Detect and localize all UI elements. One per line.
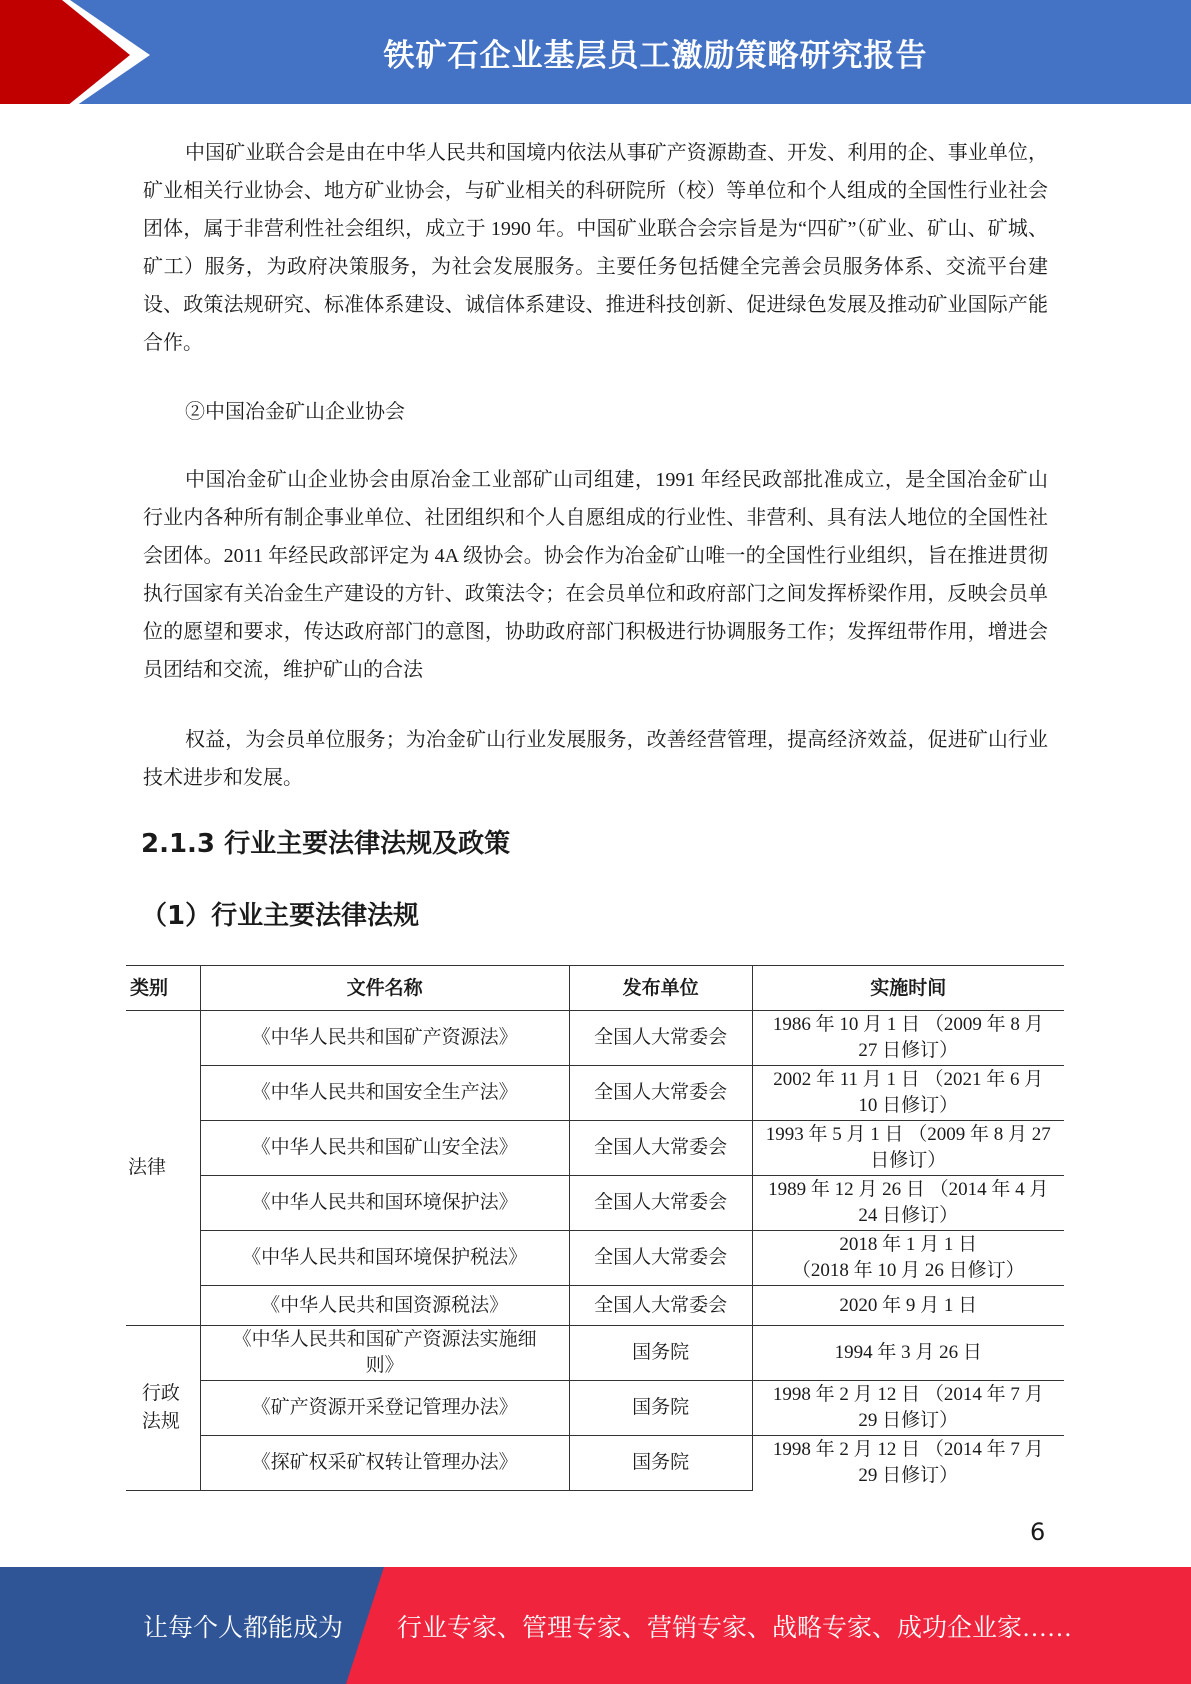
document-name: 《中华人民共和国资源税法》 xyxy=(200,1286,569,1326)
report-title: 铁矿石企业基层员工激励策略研究报告 xyxy=(383,37,928,74)
laws-table xyxy=(126,965,1064,1491)
issuer: 全国人大常委会 xyxy=(569,1011,752,1066)
document-name: 《矿产资源开采登记管理办法》 xyxy=(200,1381,569,1436)
table-row xyxy=(126,1231,1064,1286)
category-admin-regulation: 行政 法规 xyxy=(126,1326,200,1491)
paragraph-cmma-continued: 权益，为会员单位服务；为冶金矿山行业发展服务，改善经营管理，提高经济效益，促进矿山行业技术进步和发展。 xyxy=(143,729,1048,789)
issuer: 全国人大常委会 xyxy=(569,1066,752,1121)
document-name: 《中华人民共和国矿产资源法》 xyxy=(200,1011,569,1066)
issuer: 全国人大常委会 xyxy=(569,1176,752,1231)
effective-date: 2002 年 11 月 1 日 （2021 年 6 月 10 日修订） xyxy=(752,1066,1064,1121)
issuer: 全国人大常委会 xyxy=(569,1121,752,1176)
footer-slogan-left: 让每个人都能成为 xyxy=(143,1614,344,1642)
issuer: 国务院 xyxy=(569,1381,752,1436)
document-name: 《中华人民共和国矿山安全法》 xyxy=(200,1121,569,1176)
subsection-heading: （1）行业主要法律法规 xyxy=(141,901,420,931)
issuer: 国务院 xyxy=(569,1436,752,1491)
table-row xyxy=(126,1286,1064,1326)
table-row xyxy=(126,1176,1064,1231)
document-name: 《探矿权采矿权转让管理办法》 xyxy=(200,1436,569,1491)
document-name: 《中华人民共和国矿产资源法实施细 则》 xyxy=(200,1326,569,1381)
category-law: 法律 xyxy=(126,1011,200,1326)
table-row xyxy=(126,1121,1064,1176)
table-header-row xyxy=(126,966,1064,1011)
table-row xyxy=(126,1436,1064,1491)
table-row xyxy=(126,1326,1064,1381)
header-issuer: 发布单位 xyxy=(569,966,752,1011)
effective-date: 1998 年 2 月 12 日 （2014 年 7 月 29 日修订） xyxy=(752,1381,1064,1436)
document-name: 《中华人民共和国安全生产法》 xyxy=(200,1066,569,1121)
page-number: 6 xyxy=(1030,1518,1046,1546)
effective-date: 1993 年 5 月 1 日 （2009 年 8 月 27 日修订） xyxy=(752,1121,1064,1176)
table-row xyxy=(126,1011,1064,1066)
effective-date: 2020 年 9 月 1 日 xyxy=(752,1286,1064,1326)
effective-date: 1994 年 3 月 26 日 xyxy=(752,1326,1064,1381)
document-name: 《中华人民共和国环境保护税法》 xyxy=(200,1231,569,1286)
header-document-name: 文件名称 xyxy=(200,966,569,1011)
document-name: 《中华人民共和国环境保护法》 xyxy=(200,1176,569,1231)
effective-date: 1986 年 10 月 1 日 （2009 年 8 月 27 日修订） xyxy=(752,1011,1064,1066)
section-heading: 2.1.3 行业主要法律法规及政策 xyxy=(141,829,511,859)
issuer: 全国人大常委会 xyxy=(569,1286,752,1326)
issuer: 国务院 xyxy=(569,1326,752,1381)
paragraph-cmma: 中国冶金矿山企业协会由原冶金工业部矿山司组建，1991 年经民政部批准成立，是全国冶金矿山行业内各种所有制企事业单位、社团组织和个人自愿组成的行业性、非营利、具有法人地位的全国性社会团体。2011 年经民政部评定为 4A 级协会。协会作为冶金矿山唯一的全国性行业组织，旨在推进贯彻执行国家有关冶金生产建设的方针、政策法令；在会员单位和政府部门之间发挥桥梁作用，反映会员单位的愿望和要求，传达政府部门的意图，协助政府部门积极进行协调服务工作；发挥纽带作用，增进会员团结和交流，维护矿山的合法 xyxy=(143,469,1048,681)
header-category: 类别 xyxy=(126,966,200,1011)
table-row xyxy=(126,1381,1064,1436)
footer-slogan-right: 行业专家、管理专家、营销专家、战略专家、成功企业家…… xyxy=(397,1614,1073,1642)
page-footer xyxy=(0,1567,1191,1684)
paragraph-cmra: 中国矿业联合会是由在中华人民共和国境内依法从事矿产资源勘查、开发、利用的企、事业单位，矿业相关行业协会、地方矿业协会，与矿业相关的科研院所（校）等单位和个人组成的全国性行业社会团体，属于非营利性社会组织，成立于 1990 年。中国矿业联合会宗旨是为“四矿”（矿业、矿山、矿城、矿工）服务，为政府决策服务，为社会发展服务。主要任务包括健全完善会员服务体系、交流平台建设、政策法规研究、标准体系建设、诚信体系建设、推进科技创新、促进绿色发展及推动矿业国际产能合作。 xyxy=(143,142,1048,354)
sub-item-cmma: ②中国冶金矿山企业协会 xyxy=(185,401,405,423)
header-effective-date: 实施时间 xyxy=(752,966,1064,1011)
effective-date: 1989 年 12 月 26 日 （2014 年 4 月 24 日修订） xyxy=(752,1176,1064,1231)
table-row xyxy=(126,1066,1064,1121)
effective-date: 2018 年 1 月 1 日 （2018 年 10 月 26 日修订） xyxy=(752,1231,1064,1286)
effective-date: 1998 年 2 月 12 日 （2014 年 7 月 29 日修订） xyxy=(772,1439,1044,1487)
issuer: 全国人大常委会 xyxy=(569,1231,752,1286)
page-header xyxy=(0,0,1191,110)
